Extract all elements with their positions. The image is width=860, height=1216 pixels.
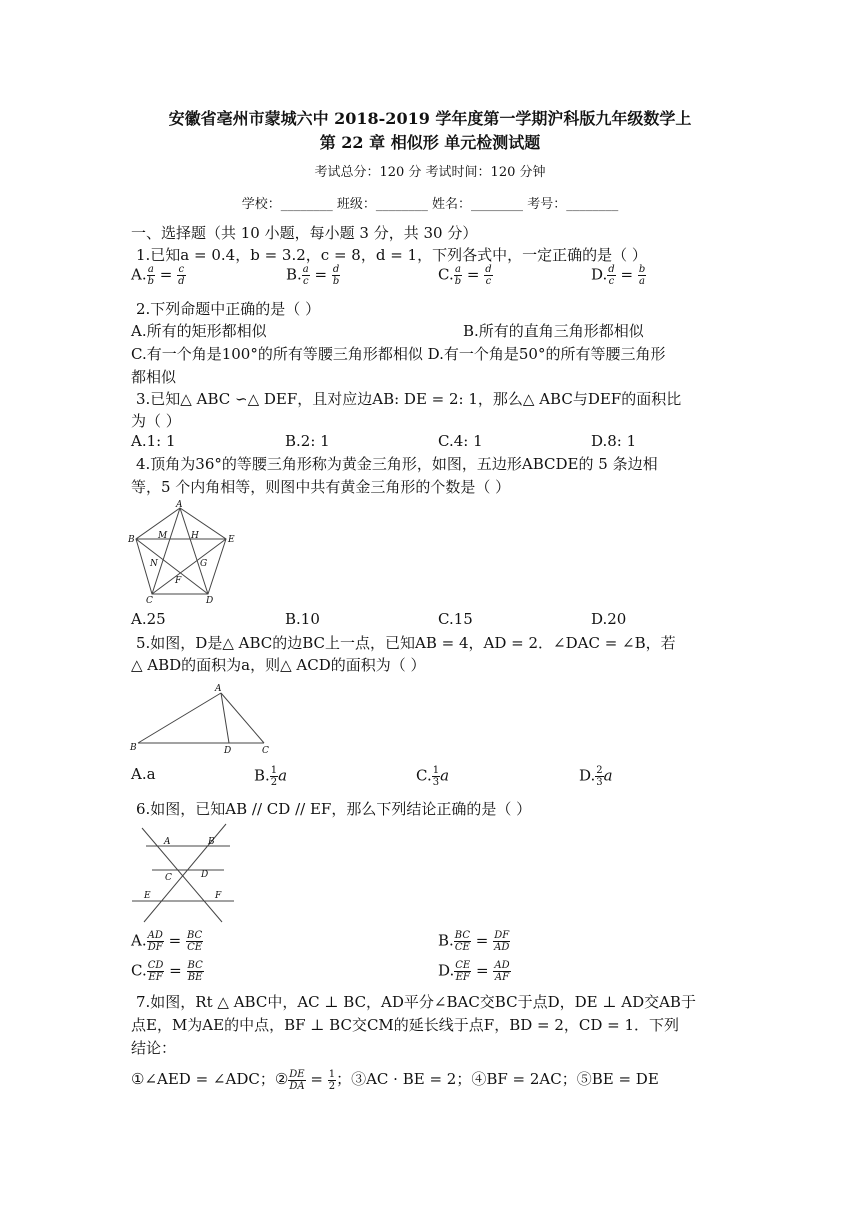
question-5-option-b <box>254 765 287 788</box>
question-7-conclusions <box>131 1068 659 1092</box>
equals: = <box>314 265 328 284</box>
triangle-abc-figure <box>128 680 278 756</box>
question-7-line2: 点E，M为AE的中点，BF ⊥ BC交CM的延长线于点F，BD = 2，CD = 1．下列 <box>131 1016 680 1034</box>
label-d: D <box>206 596 214 606</box>
document-title-line1: 安徽省亳州市蒙城六中 2018-2019 学年度第一学期沪科版九年级数学上 <box>168 109 692 128</box>
question-4-option-d: D.20 <box>591 610 627 628</box>
exam-info: 考试总分：120 分 考试时间：120 分钟 <box>314 165 546 180</box>
numerator: a <box>147 264 154 275</box>
question-3-option-d: D.8: 1 <box>591 432 637 450</box>
numerator: d <box>332 264 340 275</box>
question-5-option-d <box>579 765 613 788</box>
fraction <box>484 264 492 287</box>
numerator: a <box>302 264 309 275</box>
fraction <box>595 765 603 788</box>
label-g: G <box>200 559 208 569</box>
denominator: DA <box>289 1080 305 1092</box>
question-3-option-a: A.1: 1 <box>131 432 176 450</box>
label-c: C <box>262 746 269 756</box>
numerator: BC <box>187 960 203 971</box>
question-2-option-b: B.所有的直角三角形都相似 <box>463 322 644 340</box>
numerator: CE <box>455 960 471 971</box>
question-3-option-c: C.4: 1 <box>438 432 483 450</box>
label-f: F <box>175 576 182 586</box>
label-e: E <box>228 535 235 545</box>
label-n: N <box>150 559 158 569</box>
question-1-option-b <box>286 264 340 287</box>
fraction <box>454 930 471 953</box>
fraction <box>332 264 340 287</box>
question-6-option-a <box>131 930 203 953</box>
fraction <box>432 765 440 788</box>
student-info: 学校：________ 班级：________ 姓名：________ 考号：________ <box>241 197 619 212</box>
label-d: D <box>201 870 209 880</box>
equals: = <box>169 961 182 980</box>
question-3-option-b: B.2: 1 <box>285 432 330 450</box>
equals: = <box>476 961 489 980</box>
numerator: 1 <box>270 765 278 776</box>
question-5-option-a: A.a <box>131 765 156 783</box>
question-1-option-d <box>591 264 646 287</box>
question-5-stem-line2: △ ABD的面积为a，则△ ACD的面积为（ ） <box>131 656 426 674</box>
label-c: C <box>165 873 172 883</box>
denominator: 2 <box>328 1080 336 1092</box>
label-a: A <box>176 500 183 510</box>
numerator: BC <box>187 930 203 941</box>
numerator: AD <box>494 960 510 971</box>
question-2-stem: 2.下列命题中正确的是（ ） <box>136 300 321 318</box>
question-4-option-a: A.25 <box>131 610 166 628</box>
label-b: B <box>208 837 215 847</box>
label-a: A <box>215 684 222 694</box>
numerator: DE <box>289 1068 305 1080</box>
parallel-lines-figure <box>128 822 238 924</box>
diagonal-bd <box>136 539 208 594</box>
option-label: C. <box>416 766 432 785</box>
diagonal-ad <box>180 508 208 594</box>
label-a: A <box>164 837 171 847</box>
label-b: B <box>128 535 135 545</box>
question-3-stem-line1: 3.已知△ ABC ∽△ DEF，且对应边AB: DE = 2: 1，那么△ ABC与DEF的面积比 <box>136 390 682 408</box>
question-7-line3: 结论： <box>131 1039 177 1057</box>
question-1-option-a <box>131 264 186 287</box>
fraction <box>493 930 510 953</box>
denominator: EF <box>148 972 163 983</box>
question-5-option-c <box>416 765 449 788</box>
question-7-line1: 7.如图，Rt △ ABC中，AC ⊥ BC，AD平分∠BAC交BC于点D，DE ⊥ AD交AB于 <box>136 993 696 1011</box>
equals: = <box>159 265 173 284</box>
denominator: c <box>485 276 492 287</box>
label-d: D <box>224 746 232 756</box>
denominator: c <box>302 276 309 287</box>
denominator: 2 <box>270 777 278 788</box>
fraction <box>607 264 615 287</box>
question-2-option-c-d: C.有一个角是100°的所有等腰三角形都相似 D.有一个角是50°的所有等腰三角形 <box>131 345 666 363</box>
option-label: D. <box>591 265 608 284</box>
denominator: BE <box>187 972 203 983</box>
question-1-option-c <box>438 264 493 287</box>
denominator: d <box>178 276 185 287</box>
label-f: F <box>215 891 222 901</box>
denominator: EF <box>455 972 470 983</box>
denominator: b <box>147 276 155 287</box>
option-label: A. <box>131 931 147 950</box>
denominator: b <box>332 276 340 287</box>
numerator: 1 <box>432 765 440 776</box>
option-label: D. <box>438 961 455 980</box>
numerator: AD <box>147 930 163 941</box>
denominator: AD <box>494 942 510 953</box>
label-m: M <box>158 531 168 541</box>
question-3-stem-line2: 为（ ） <box>131 412 181 430</box>
fraction <box>638 264 646 287</box>
numerator: CD <box>147 960 164 971</box>
question-4-stem-line1: 4.顶角为36°的等腰三角形称为黄金三角形，如图，五边形ABCDE的 5 条边相 <box>136 455 658 473</box>
question-2-option-a: A.所有的矩形都相似 <box>131 322 267 340</box>
option-label: A. <box>131 265 147 284</box>
pentagon-figure <box>128 498 238 606</box>
question-4-stem-line2: 等，5 个内角相等，则图中共有黄金三角形的个数是（ ） <box>131 478 511 496</box>
numerator: DF <box>494 930 510 941</box>
fraction <box>454 960 471 983</box>
segment-ab <box>138 693 221 743</box>
fraction <box>177 264 185 287</box>
numerator: 2 <box>596 765 603 776</box>
question-2-option-d-cont: 都相似 <box>131 368 177 386</box>
fraction <box>186 930 203 953</box>
fraction <box>328 1069 336 1092</box>
document-title-line2: 第 22 章 相似形 单元检测试题 <box>319 133 541 152</box>
denominator: a <box>639 276 645 287</box>
fraction <box>187 960 204 983</box>
variable: a <box>440 766 450 785</box>
question-6-option-c <box>131 960 204 983</box>
option-label: C. <box>131 961 147 980</box>
label-c: C <box>146 596 153 606</box>
numerator: BC <box>454 930 470 941</box>
denominator: DF <box>147 942 163 953</box>
denominator: CE <box>454 942 470 953</box>
fraction <box>493 960 510 983</box>
question-5-stem-line1: 5.如图，D是△ ABC的边BC上一点，已知AB = 4，AD = 2．∠DAC = ∠B，若 <box>136 634 676 652</box>
option-label: D. <box>579 766 596 785</box>
numerator: d <box>608 264 615 275</box>
fraction <box>270 765 278 788</box>
question-6-stem: 6.如图，已知AB // CD // EF，那么下列结论正确的是（ ） <box>136 800 532 818</box>
fraction <box>147 264 155 287</box>
numerator: a <box>454 264 461 275</box>
fraction <box>454 264 462 287</box>
denominator: b <box>454 276 462 287</box>
fraction <box>147 930 164 953</box>
fraction <box>288 1069 305 1092</box>
denominator: CE <box>187 942 203 953</box>
variable: a <box>603 766 613 785</box>
fraction <box>302 264 310 287</box>
equals: = <box>475 931 489 950</box>
question-6-option-d <box>438 960 511 983</box>
option-label: C. <box>438 265 454 284</box>
numerator: b <box>638 264 646 275</box>
variable: a <box>278 766 288 785</box>
question-4-option-c: C.15 <box>438 610 473 628</box>
denominator: c <box>608 276 615 287</box>
denominator: 3 <box>596 777 603 788</box>
conclusion-1: ①∠AED = ∠ADC；② <box>131 1070 289 1088</box>
denominator: 3 <box>432 777 440 788</box>
option-label: B. <box>254 766 270 785</box>
question-1-stem: 1.已知a = 0.4，b = 3.2，c = 8，d = 1，下列各式中，一定正确的是（ ） <box>136 246 647 264</box>
numerator: 1 <box>328 1068 336 1080</box>
fraction <box>147 960 165 983</box>
equals: = <box>466 265 480 284</box>
label-h: H <box>191 531 199 541</box>
question-6-option-b <box>438 930 510 953</box>
numerator: c <box>178 264 185 275</box>
diagonal-ec <box>152 539 226 594</box>
equals: = <box>305 1070 328 1088</box>
denominator: AF <box>494 972 510 983</box>
label-b: B <box>130 743 137 753</box>
label-e: E <box>144 891 151 901</box>
numerator: d <box>485 264 492 275</box>
section-heading: 一、选择题（共 10 小题，每小题 3 分，共 30 分） <box>131 224 478 242</box>
option-label: B. <box>438 931 454 950</box>
equals: = <box>168 931 182 950</box>
equals: = <box>620 265 634 284</box>
conclusion-3-5: ；③AC · BE = 2；④BF = 2AC；⑤BE = DE <box>336 1070 659 1088</box>
option-label: B. <box>286 265 302 284</box>
question-4-option-b: B.10 <box>285 610 320 628</box>
